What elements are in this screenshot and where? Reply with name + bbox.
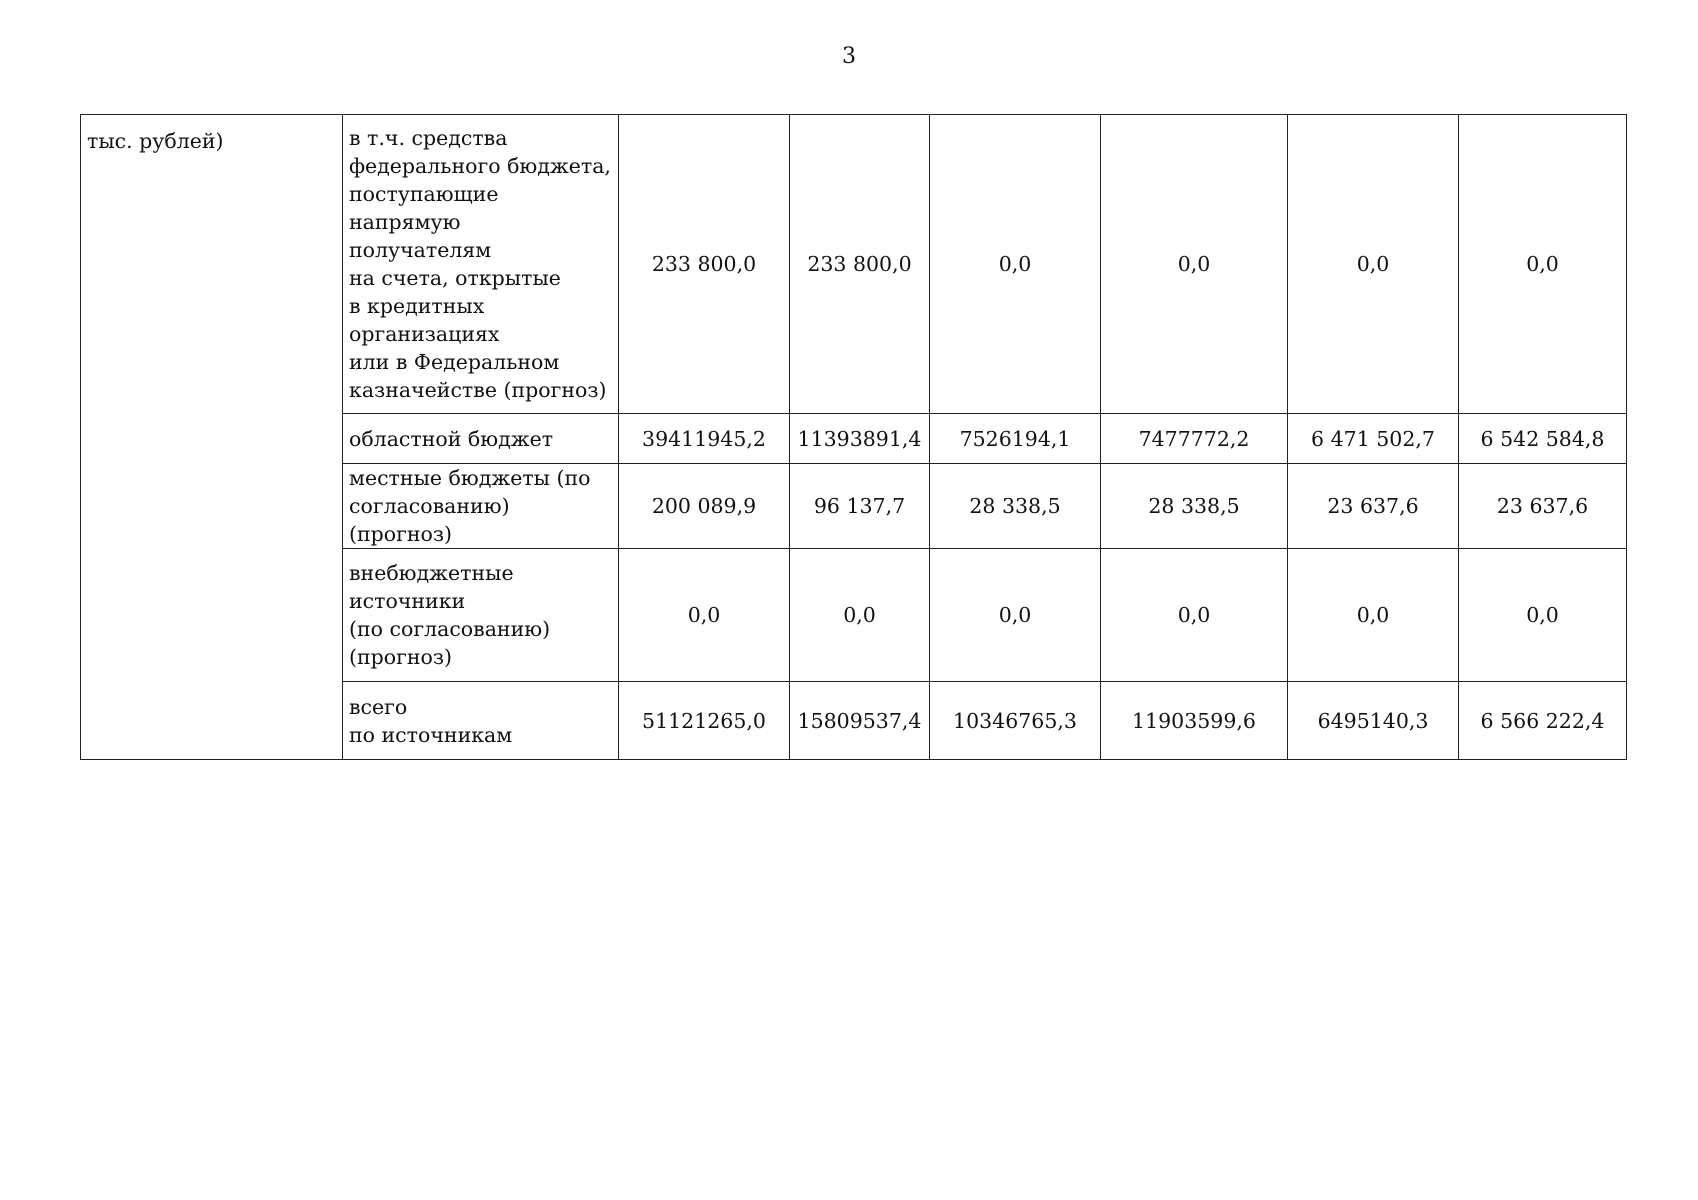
value-cell: 0,0 (1459, 549, 1627, 682)
page-number: 3 (842, 44, 856, 69)
row-label: местные бюджеты (по согласованию) (прогноз) (343, 464, 619, 549)
value-cell: 23 637,6 (1288, 464, 1459, 549)
value-cell: 7526194,1 (930, 414, 1101, 464)
value-cell: 28 338,5 (1101, 464, 1288, 549)
value-cell: 6 471 502,7 (1288, 414, 1459, 464)
value-cell: 6495140,3 (1288, 682, 1459, 760)
value-cell: 11393891,4 (790, 414, 930, 464)
value-cell: 39411945,2 (619, 414, 790, 464)
value-cell: 7477772,2 (1101, 414, 1288, 464)
value-cell: 10346765,3 (930, 682, 1101, 760)
value-cell: 0,0 (930, 549, 1101, 682)
value-cell: 0,0 (1101, 115, 1288, 414)
value-cell: 51121265,0 (619, 682, 790, 760)
row-label: всего по источникам (343, 682, 619, 760)
value-cell: 0,0 (1459, 115, 1627, 414)
value-cell: 0,0 (930, 115, 1101, 414)
value-cell: 6 566 222,4 (1459, 682, 1627, 760)
value-cell: 0,0 (1288, 115, 1459, 414)
value-cell: 0,0 (1288, 549, 1459, 682)
value-cell: 15809537,4 (790, 682, 930, 760)
value-cell: 23 637,6 (1459, 464, 1627, 549)
row-label: областной бюджет (343, 414, 619, 464)
value-cell: 233 800,0 (790, 115, 930, 414)
row-label: в т.ч. средства федерального бюджета, поступающие напрямую получателям на счета, открытые в кредитных организациях или в Федеральном казначействе (прогноз) (343, 115, 619, 414)
table-row (81, 115, 1627, 414)
funding-table (80, 114, 1627, 760)
value-cell: 0,0 (790, 549, 930, 682)
value-cell: 0,0 (1101, 549, 1288, 682)
value-cell: 0,0 (619, 549, 790, 682)
value-cell: 233 800,0 (619, 115, 790, 414)
row-label: внебюджетные источники (по согласованию) (прогноз) (343, 549, 619, 682)
value-cell: 28 338,5 (930, 464, 1101, 549)
row-header-cell: тыс. рублей) (81, 115, 343, 760)
value-cell: 6 542 584,8 (1459, 414, 1627, 464)
value-cell: 96 137,7 (790, 464, 930, 549)
value-cell: 200 089,9 (619, 464, 790, 549)
value-cell: 11903599,6 (1101, 682, 1288, 760)
